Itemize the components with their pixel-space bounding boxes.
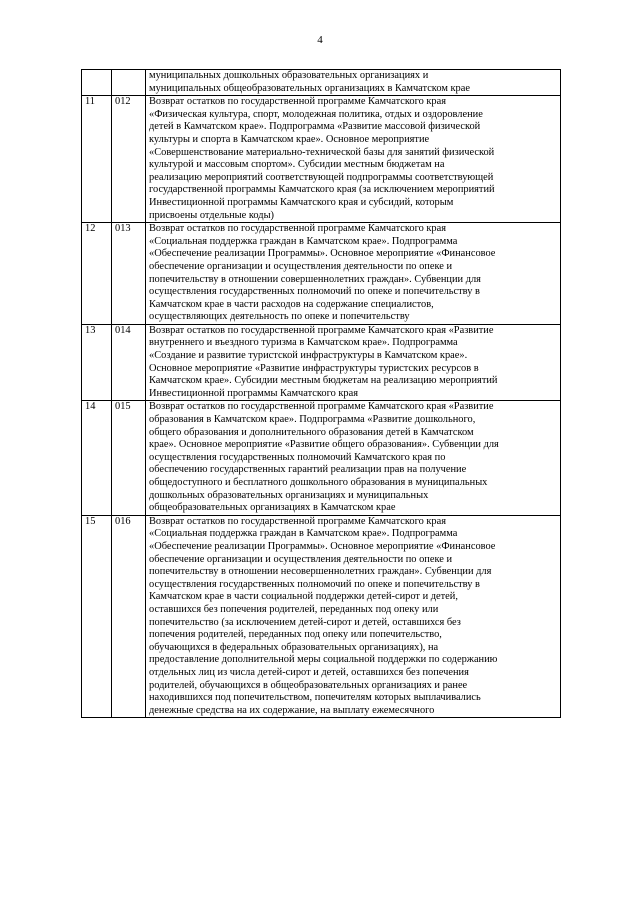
description-line: Возврат остатков по государственной программе Камчатского края xyxy=(149,223,447,235)
row-number-cell: 14 xyxy=(82,401,112,515)
row-description-cell xyxy=(146,401,561,515)
description-line: оставшихся без попечения родителей, переданных под опеку или xyxy=(149,603,439,615)
row-code-cell xyxy=(112,70,146,96)
description-line: Основное мероприятие «Развитие инфраструктуры туристских ресурсов в xyxy=(149,362,479,374)
row-code-cell: 013 xyxy=(112,223,146,325)
description-line: «Физическая культура, спорт, молодежная политика, отдых и оздоровление xyxy=(149,108,483,120)
row-number-cell xyxy=(82,70,112,96)
description-line: общедоступного и бесплатного дошкольного образования в муниципальных xyxy=(149,477,488,488)
description-line: находившихся под попечительством, попечителям которых выплачивались xyxy=(149,692,481,704)
row-code-cell: 014 xyxy=(112,324,146,401)
row-description-cell xyxy=(146,96,561,223)
row-number-cell: 13 xyxy=(82,324,112,401)
row-description-cell xyxy=(146,70,561,96)
description-line: родителей, обучающихся в общеобразовательных организациях и ранее xyxy=(149,679,468,691)
description-line: осуществляющих деятельность по опеке и попечительству xyxy=(149,311,410,323)
description-line: попечения родителей, переданных под опеку или попечительство, xyxy=(149,629,442,641)
description-line: обучающихся в федеральных образовательных организациях), на xyxy=(149,641,439,653)
description-line: Возврат остатков по государственной программе Камчатского края «Развитие xyxy=(149,324,494,336)
description-line: Возврат остатков по государственной программе Камчатского края xyxy=(149,96,447,108)
description-line: Возврат остатков по государственной программе Камчатского края xyxy=(149,515,447,527)
budget-code-table xyxy=(81,69,561,718)
row-number-cell: 12 xyxy=(82,223,112,325)
description-line: государственной программы Камчатского края (за исключением мероприятий xyxy=(149,184,495,196)
row-description-cell xyxy=(146,223,561,325)
description-line: присвоены отдельные коды) xyxy=(149,209,275,221)
description-line: образования в Камчатском крае». Подпрограмма «Развитие дошкольного, xyxy=(149,414,476,426)
table-row xyxy=(82,515,561,718)
description-line: Инвестиционной программы Камчатского края xyxy=(149,387,359,399)
description-line: Камчатском крае в части расходов на содержание специалистов, xyxy=(149,298,434,310)
description-line: попечительство (за исключением детей-сирот и детей, оставшихся без xyxy=(149,616,461,628)
description-line: «Обеспечение реализации Программы». Основное мероприятие «Финансовое xyxy=(149,248,496,260)
description-line: «Социальная поддержка граждан в Камчатском крае». Подпрограмма xyxy=(149,528,458,540)
description-line: общеобразовательных организациях в Камчатском крае xyxy=(149,502,396,514)
description-line: осуществления государственных полномочий Камчатского края по xyxy=(149,451,446,463)
description-line: Инвестиционной программы Камчатского края и субсидий, которым xyxy=(149,196,454,208)
description-line: отдельных лиц из числа детей-сирот и детей, оставшихся без попечения xyxy=(149,666,469,678)
table-row xyxy=(82,223,561,325)
description-line: крае». Основное мероприятие «Развитие общего образования». Субвенции для xyxy=(149,439,499,451)
table-row xyxy=(82,324,561,401)
description-line: культурой и массовым спортом». Субсидии местным бюджетам на xyxy=(149,159,445,171)
description-line: «Создание и развитие туристской инфраструктуры в Камчатском крае». xyxy=(149,350,468,362)
table-row xyxy=(82,70,561,96)
description-line: детей в Камчатском крае». Подпрограмма «Развитие массовой физической xyxy=(149,121,481,133)
row-number-cell: 15 xyxy=(82,515,112,718)
description-line: осуществления государственных полномочий по опеке и попечительству в xyxy=(149,286,480,298)
description-line: общего образования и дополнительного образования детей в Камчатском xyxy=(149,426,474,438)
description-line: муниципальных дошкольных образовательных организациях и xyxy=(149,70,429,81)
description-line: обеспечение организации и осуществления деятельности по опеке и xyxy=(149,553,453,565)
row-description-cell xyxy=(146,515,561,718)
description-line: муниципальных общеобразовательных организациях в Камчатском крае xyxy=(149,82,470,94)
page-number: 4 xyxy=(317,34,323,46)
table-row xyxy=(82,401,561,515)
description-line: обеспечение организации и осуществления деятельности по опеке и xyxy=(149,260,453,272)
description-line: Возврат остатков по государственной программе Камчатского края «Развитие xyxy=(149,401,494,413)
description-line: «Социальная поддержка граждан в Камчатском крае». Подпрограмма xyxy=(149,235,458,247)
description-line: предоставление дополнительной меры социальной поддержки по содержанию xyxy=(149,654,498,666)
description-line: Камчатском крае». Субсидии местным бюджетам на реализацию мероприятий xyxy=(149,375,498,387)
description-line: «Обеспечение реализации Программы». Основное мероприятие «Финансовое xyxy=(149,540,496,552)
description-line: попечительству в отношении совершеннолетних граждан». Субвенции для xyxy=(149,273,481,285)
row-number-cell: 11 xyxy=(82,96,112,223)
description-line: внутреннего и въездного туризма в Камчатском крае». Подпрограмма xyxy=(149,337,458,349)
table-row xyxy=(82,96,561,223)
description-line: Камчатском крае в части социальной поддержки детей-сирот и детей, xyxy=(149,591,458,603)
row-code-cell: 016 xyxy=(112,515,146,718)
description-line: дошкольных образовательных организациях и муниципальных xyxy=(149,489,429,501)
description-line: попечительству в отношении несовершеннолетних граждан». Субвенции для xyxy=(149,566,492,578)
row-description-cell xyxy=(146,324,561,401)
description-line: осуществления государственных полномочий по опеке и попечительству в xyxy=(149,578,480,590)
row-code-cell: 015 xyxy=(112,401,146,515)
table-body xyxy=(82,70,561,718)
description-line: обеспечению государственных гарантий реализации прав на получение xyxy=(149,464,467,476)
description-line: реализацию мероприятий соответствующей подпрограммы соответствующей xyxy=(149,171,494,183)
description-line: денежные средства на их содержание, на выплату ежемесячного xyxy=(149,704,435,716)
row-code-cell: 012 xyxy=(112,96,146,223)
description-line: «Совершенствование материально-технической базы для занятий физической xyxy=(149,146,495,158)
description-line: культуры и спорта в Камчатском крае». Основное мероприятие xyxy=(149,133,430,145)
